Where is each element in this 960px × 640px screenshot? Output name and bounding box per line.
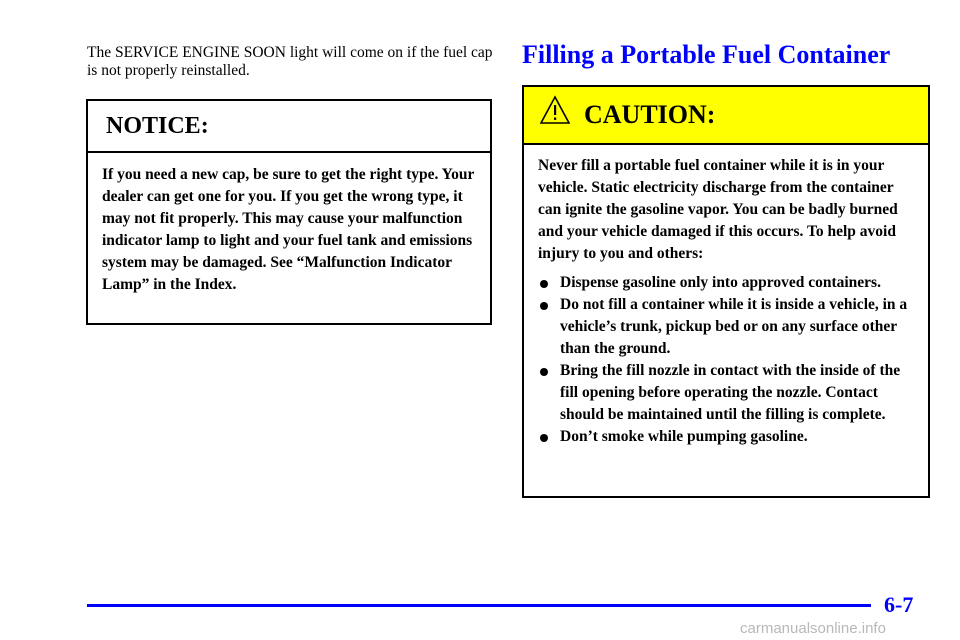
caution-intro: Never fill a portable fuel container while it is in your vehicle. Static electricity discharge from the container can ignite the gasoline vapor. You can be badly burned and your vehicle damaged if this occurs. To help avoid injury to you and others: — [538, 157, 898, 262]
bullet-icon — [540, 368, 548, 376]
list-item — [538, 294, 914, 360]
intro-paragraph: The SERVICE ENGINE SOON light will come on if the fuel cap is not properly reinstalled. — [87, 44, 493, 79]
notice-body: If you need a new cap, be sure to get the right type. Your dealer can get one for you. If you get the wrong type, it may not fit properly. This may cause your malfunction indicator lamp to light and your fuel tank and emissions system may be damaged. See “Malfunction Indicator Lamp” in the Index. — [102, 166, 475, 293]
notice-box — [86, 99, 492, 325]
list-item-text: Do not fill a container while it is inside a vehicle, in a vehicle’s trunk, pickup bed or on any surface other than the ground. — [560, 296, 908, 357]
caution-header — [524, 87, 928, 145]
page-number: 6-7 — [884, 592, 914, 617]
watermark: carmanualsonline.info — [740, 620, 886, 637]
bullet-icon — [540, 434, 548, 442]
notice-title: NOTICE: — [106, 112, 209, 139]
caution-title: CAUTION: — [584, 100, 716, 129]
list-item — [538, 360, 914, 426]
footer-rule — [87, 604, 871, 607]
bullet-icon — [540, 302, 548, 310]
caution-box — [522, 85, 930, 498]
list-item — [538, 426, 914, 448]
warning-triangle-icon — [540, 95, 570, 125]
bullet-icon — [540, 280, 548, 288]
section-title: Filling a Portable Fuel Container — [522, 40, 891, 69]
caution-body — [524, 145, 928, 448]
list-item-text: Don’t smoke while pumping gasoline. — [560, 428, 808, 445]
list-item-text: Bring the fill nozzle in contact with the inside of the fill opening before operating the nozzle. Contact should be maintained until the filling is complete. — [560, 362, 901, 423]
notice-header — [88, 101, 490, 153]
list-item-text: Dispense gasoline only into approved containers. — [560, 274, 881, 291]
caution-bullet-list — [538, 272, 914, 448]
list-item — [538, 272, 914, 294]
